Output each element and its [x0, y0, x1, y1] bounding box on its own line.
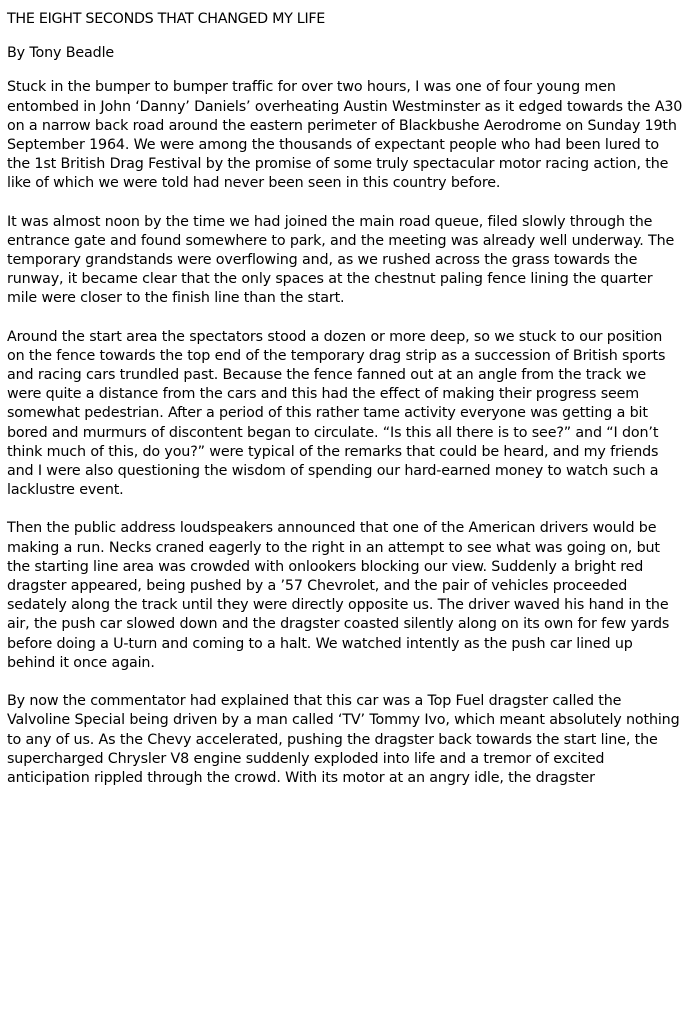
document-byline: By Tony Beadle [7, 45, 115, 62]
paragraph-4: Then the public address loudspeakers announced that one of the American drivers would be making a run. Necks craned eagerly to the right in an attempt to see what was going on, but the starting line area was crowded with onlookers blocking our view. Suddenly a bright red dragster appeared, being pushed by a ’57 Chevrolet, and the pair of vehicles proceeded sedately along the track until they were directly opposite us. The driver waved his hand in the air, the push car slowed down and the dragster coasted silently along on its own for few yards before doing a U-turn and coming to a halt. We watched intently as the push car lined up behind it once again. [7, 520, 670, 671]
document-title: THE EIGHT SECONDS THAT CHANGED MY LIFE [7, 11, 326, 27]
document-page [7, 10, 683, 807]
paragraph-2: It was almost noon by the time we had joined the main road queue, filed slowly through the entrance gate and found somewhere to park, and the meeting was already well underway. The temporary grandstands were overflowing and, as we rushed across the grass towards the runway, it became clear that the only spaces at the chestnut paling fence lining the quarter mile were closer to the finish line than the start. [7, 213, 675, 307]
paragraph-5: By now the commentator had explained that this car was a Top Fuel dragster called the Valvoline Special being driven by a man called ‘TV’ Tommy Ivo, which meant absolutely nothing to any of us. As the Chevy accelerated, pushing the dragster back towards the start line, the supercharged Chrysler V8 engine suddenly exploded into life and a tremor of excited anticipation rippled through the crowd. With its motor at an angry idle, the dragster [7, 693, 680, 786]
paragraph-1: Stuck in the bumper to bumper traffic for over two hours, I was one of four young men entombed in John ‘Danny’ Daniels’ overheating Austin Westminster as it edged towards the A30 on a narrow back road around the eastern perimeter of Blackbushe Aerodrome on Sunday 19th September 1964. We were among the thousands of expectant people who had been lured to the 1st British Drag Festival by the promise of some truly spectacular motor racing action, the like of which we were told had never been seen in this country before. [7, 79, 683, 192]
paragraph-3: Around the start area the spectators stood a dozen or more deep, so we stuck to our position on the fence towards the top end of the temporary drag strip as a succession of British sports and racing cars trundled past. Because the fence fanned out at an angle from the track we were quite a distance from the cars and this had the effect of making their progress seem somewhat pedestrian. After a period of this rather tame activity everyone was getting a bit bored and murmurs of discontent began to circulate. “Is this all there is to see?” and “I don’t think much of this, do you?” were typical of the remarks that could be heard, and my friends and I were also questioning the wisdom of spending our hard-earned money to watch such a lacklustre event. [7, 328, 666, 499]
